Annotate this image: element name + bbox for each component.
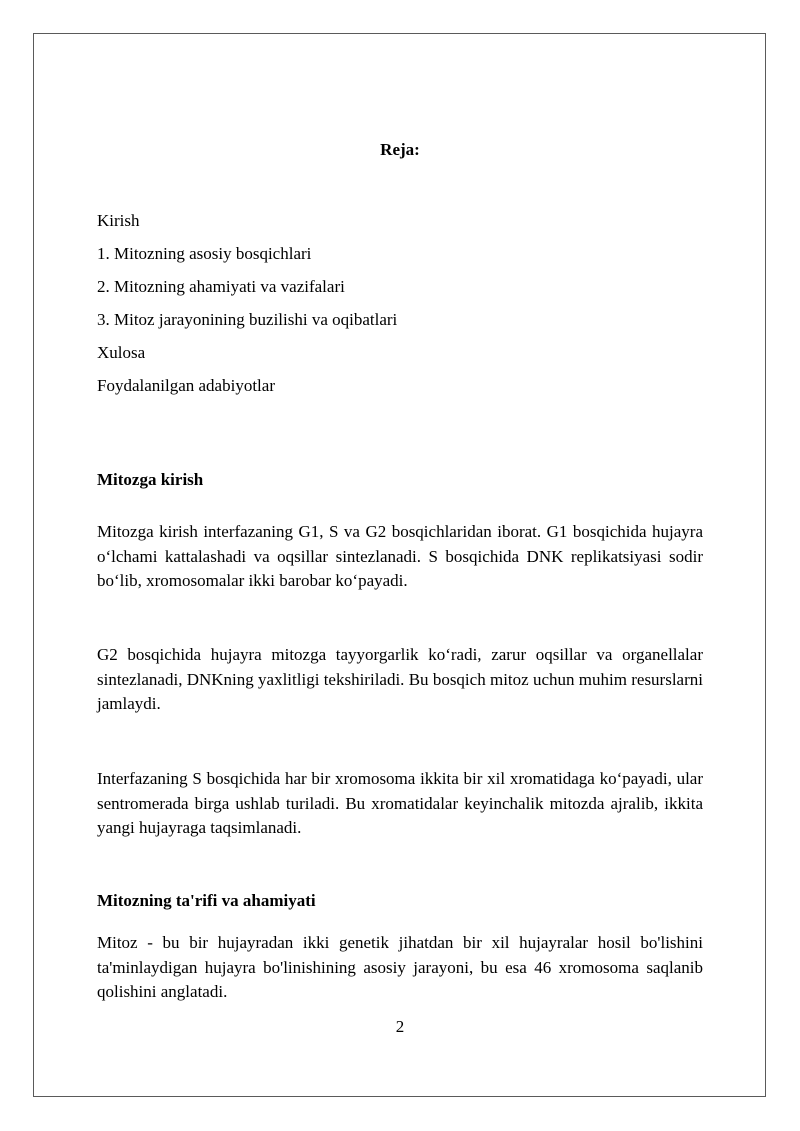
table-of-contents — [97, 209, 397, 407]
toc-item: 3. Mitoz jarayonining buzilishi va oqibatlari — [97, 310, 398, 329]
paragraph: G2 bosqichida hujayra mitozga tayyorgarlik ko‘radi, zarur oqsillar va organellalar sintezlanadi, DNKning yaxlitligi tekshiriladi. Bu bosqich mitoz uchun muhim resurslarni jamlaydi. — [97, 645, 703, 713]
toc-item: 1. Mitozning asosiy bosqichlari — [97, 244, 312, 263]
page-number: 2 — [395, 1017, 405, 1036]
toc-item: 2. Mitozning ahamiyati va vazifalari — [97, 277, 345, 296]
section-heading-mitozning-tarifi: Mitozning ta'rifi va ahamiyati — [97, 891, 316, 910]
paragraph: Mitozga kirish interfazaning G1, S va G2 bosqichlaridan iborat. G1 bosqichida hujayra o‘lchami kattalashadi va oqsillar sintezlanadi. S bosqichida DNK replikatsiyasi sodir bo‘lib, xromosomalar ikki barobar ko‘payadi. — [97, 522, 703, 590]
toc-item: Foydalanilgan adabiyotlar — [97, 376, 275, 395]
section-heading-mitozga-kirish: Mitozga kirish — [97, 470, 204, 489]
paragraph: Interfazaning S bosqichida har bir xromosoma ikkita bir xil xromatidaga ko‘payadi, ular sentromerada birga ushlab turiladi. Bu xromatidalar keyinchalik mitozda ajralib, ikkita yangi hujayraga taqsimlanadi. — [97, 769, 703, 837]
paragraph: Mitoz - bu bir hujayradan ikki genetik jihatdan bir xil hujayralar hosil bo'lishini ta'minlaydigan hujayra bo'linishining asosiy jarayoni, bu esa 46 xromosoma saqlanib qolishini anglatadi. — [97, 933, 703, 1001]
document-title: Reja: — [380, 140, 420, 159]
toc-item: Xulosa — [97, 343, 146, 362]
toc-item: Kirish — [97, 211, 140, 230]
